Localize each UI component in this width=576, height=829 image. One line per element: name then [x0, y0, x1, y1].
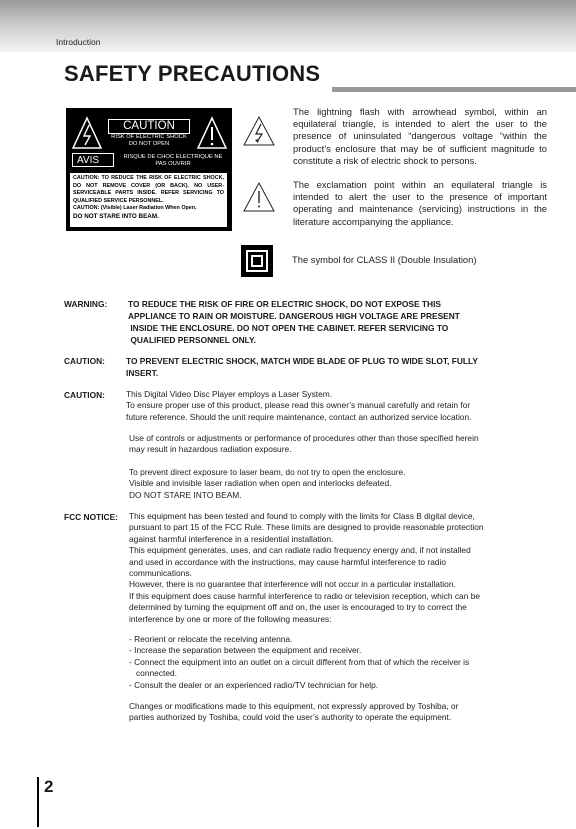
- caution-laser-text: This Digital Video Disc Player employs a Laser System. To ensure proper use of this product, please read this owner’s manual carefully and retain for future reference. Should the unit require maintenance, contact an authorized service location.: [126, 389, 472, 422]
- page-title: SAFETY PRECAUTIONS: [64, 61, 321, 86]
- warning-label: WARNING:: [64, 299, 108, 309]
- caution-laser-exposure: To prevent direct exposure to laser beam, do not try to open the enclosure. Visible and invisible laser radiation when open and interlocks defeated. DO NOT STARE INTO BEAM.: [129, 467, 406, 500]
- page-number-bar: [37, 777, 39, 827]
- lightning-symbol-icon: [242, 115, 276, 147]
- caution-plug-label: CAUTION:: [64, 356, 105, 366]
- exclamation-triangle-icon: [196, 116, 228, 150]
- fcc-label: FCC NOTICE:: [64, 512, 118, 522]
- caution-heading: CAUTION: [108, 119, 190, 134]
- caution-notice-text: CAUTION: TO REDUCE THE RISK OF ELECTRIC SHOCK, DO NOT REMOVE COVER (OR BACK). NO USER-SERVICEABLE PARTS INSIDE. REFER SERVICING TO QUALIFIED SERVICE PERSONNEL. CAUTION: (Visible) Laser Radiation When Open.: [73, 175, 224, 212]
- risk-english: RISK OF ELECTRIC SHOCK DO NOT OPEN: [111, 134, 187, 147]
- avis-heading: AVIS: [72, 153, 114, 167]
- caution-laser-controls: Use of controls or adjustments or performance of procedures other than those specified herein may result in hazardous radiation exposure.: [129, 433, 479, 455]
- risk-french: RISQUE DE CHOC ELECTRIQUE NE PAS OUVRIR: [123, 154, 223, 167]
- fcc-text: This equipment has been tested and found to comply with the limits for Class B digital device, pursuant to part 15 of the FCC Rule. These limits are designed to provide reasonable protection against harmful interference in a residential installation. This equipment generates, uses, and can radiate radio frequency energy and, if not installed and used in accordance with the instructions, may cause harmful interference to radio communications. However, there is no guarantee that interference will not occur in a particular installation. If this equipment does cause harmful interference to radio or television reception, which can be determined by turning the equipment off and on, the user is encouraged to try to correct the interference by one or more of the following measures:: [129, 511, 484, 624]
- caution-label-box: [66, 108, 232, 231]
- exclamation-symbol-icon: [242, 181, 276, 213]
- fcc-changes: Changes or modifications made to this equipment, not expressly approved by Toshiba, or parties authorized by Toshiba, could void the user’s authority to operate the equipment.: [129, 701, 459, 723]
- caution-laser-label: CAUTION:: [64, 390, 105, 400]
- title-rule: [332, 87, 576, 92]
- caution-notice-last: DO NOT STARE INTO BEAM.: [73, 212, 159, 220]
- caution-notice: [70, 173, 227, 227]
- caution-plug-text: TO PREVENT ELECTRIC SHOCK, MATCH WIDE BLADE OF PLUG TO WIDE SLOT, FULLY INSERT.: [126, 356, 478, 378]
- lightning-triangle-icon: [71, 116, 103, 150]
- exclamation-description: The exclamation point within an equilateral triangle is intended to alert the user to the presence of important operating and maintenance (servicing) instructions in the literature accompanying the appliance.: [293, 179, 547, 227]
- page-number: 2: [44, 777, 54, 796]
- class2-symbol-icon: [241, 245, 273, 277]
- class2-description: The symbol for CLASS II (Double Insulation): [292, 254, 477, 265]
- section-label: Introduction: [56, 37, 101, 47]
- warning-text: TO REDUCE THE RISK OF FIRE OR ELECTRIC SHOCK, DO NOT EXPOSE THIS APPLIANCE TO RAIN OR MOISTURE. DANGEROUS HIGH VOLTAGE ARE PRESENT INSIDE THE ENCLOSURE. DO NOT OPEN THE CABINET. REFER SERVICING TO QUALIFIED PERSONNEL ONLY.: [128, 299, 460, 345]
- lightning-description: The lightning flash with arrowhead symbol, within an equilateral triangle, is intended to alert the user to the presence of uninsulated “dangerous voltage “within the product’s enclosure that may be of sufficient magnitude to constitute a risk of electric shock to persons.: [293, 106, 547, 166]
- fcc-measures: - Reorient or relocate the receiving antenna. - Increase the separation between the equipment and receiver. - Connect the equipment into an outlet on a circuit different from that of which the receiver is connected. - Consult the dealer or an experienced radio/TV technician for help.: [129, 634, 470, 690]
